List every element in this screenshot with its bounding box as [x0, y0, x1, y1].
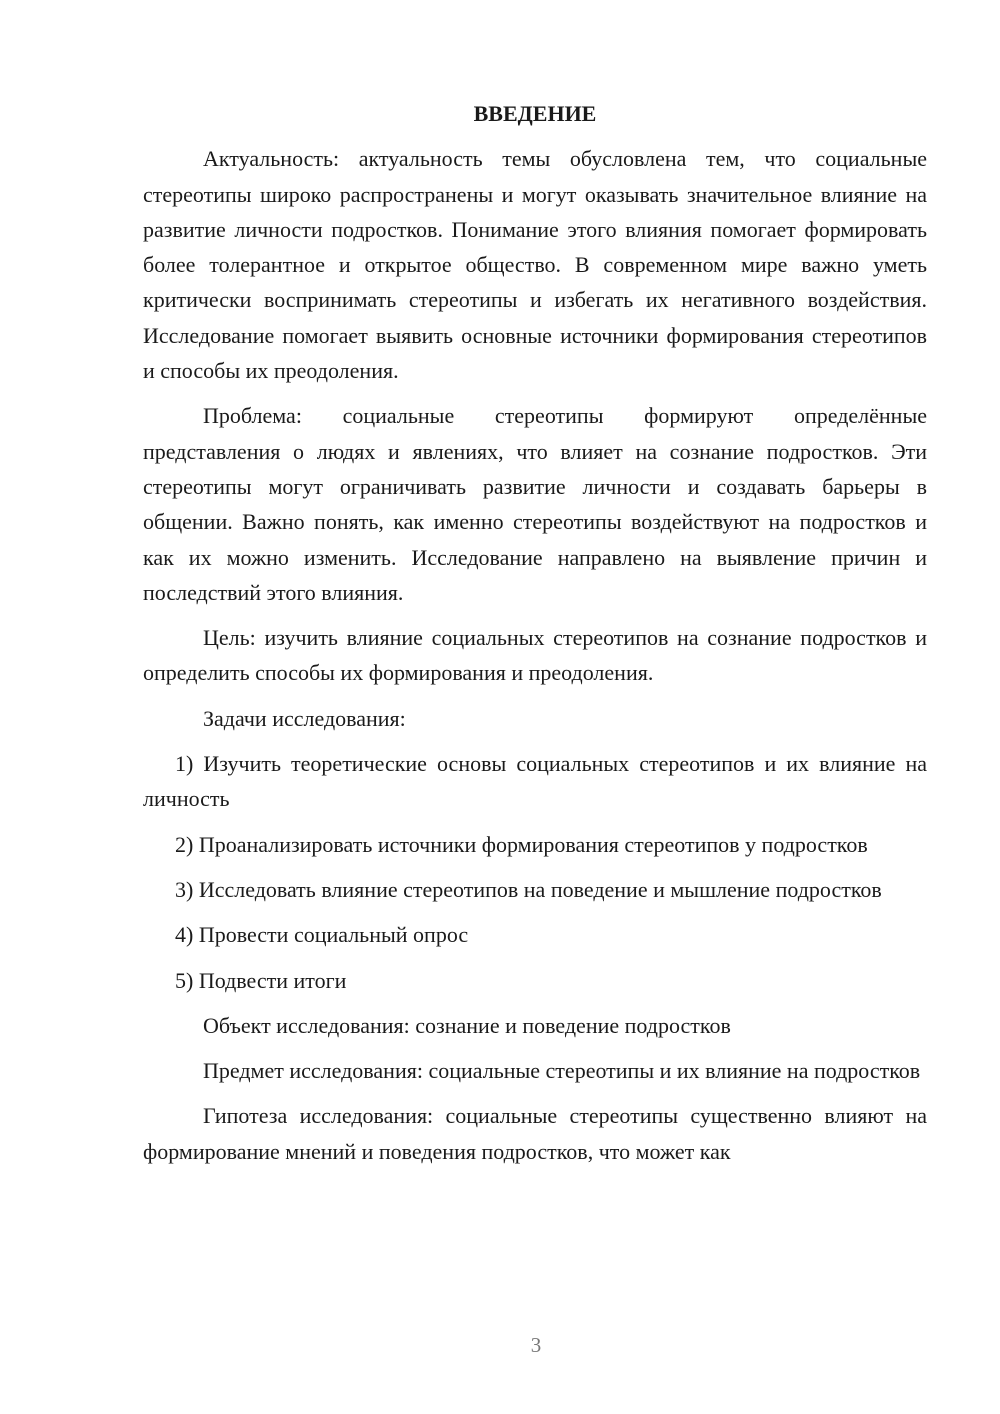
- tasks-heading: Задачи исследования:: [203, 705, 406, 731]
- relevance-paragraph: Актуальность: актуальность темы обусловлена тем, что социальные стереотипы широко распространены и могут оказывать значительное влияние на развитие личности подростков. Понимание этого влияния помогает формировать более толерантное и открытое общество. В современном мире важно уметь критически воспринимать стереотипы и избегать их негативного воздействия. Исследование помогает выявить основные источники формирования стереотипов и способы их преодоления.: [143, 146, 927, 384]
- goal-paragraph: Цель: изучить влияние социальных стереотипов на сознание подростков и определить способы их формирования и преодоления.: [143, 625, 927, 686]
- section-title: ВВЕДЕНИЕ: [473, 101, 597, 126]
- subject-paragraph: Предмет исследования: социальные стереотипы и их влияние на подростков: [203, 1058, 921, 1084]
- task-item-1: 1) Изучить теоретические основы социальных стереотипов и их влияние на личность: [143, 751, 927, 812]
- document-page: [143, 96, 927, 1179]
- hypothesis-paragraph: Гипотеза исследования: социальные стереотипы существенно влияют на формирование мнений и поведения подростков, что может как: [143, 1103, 927, 1164]
- object-paragraph: Объект исследования: сознание и поведение подростков: [203, 1012, 731, 1038]
- page-number: 3: [530, 1333, 542, 1357]
- task-item-2: 2) Проанализировать источники формирования стереотипов у подростков: [175, 831, 868, 857]
- task-item-4: 4) Провести социальный опрос: [175, 922, 469, 948]
- task-item-5: 5) Подвести итоги: [175, 967, 347, 993]
- task-item-3: 3) Исследовать влияние стереотипов на поведение и мышление подростков: [175, 876, 882, 902]
- problem-paragraph: Проблема: социальные стереотипы формируют определённые представления о людях и явлениях, что влияет на сознание подростков. Эти стереотипы могут ограничивать развитие личности и создавать барьеры в общении. Важно понять, как именно стереотипы воздействуют на подростков и как их можно изменить. Исследование направлено на выявление причин и последствий этого влияния.: [143, 403, 927, 605]
